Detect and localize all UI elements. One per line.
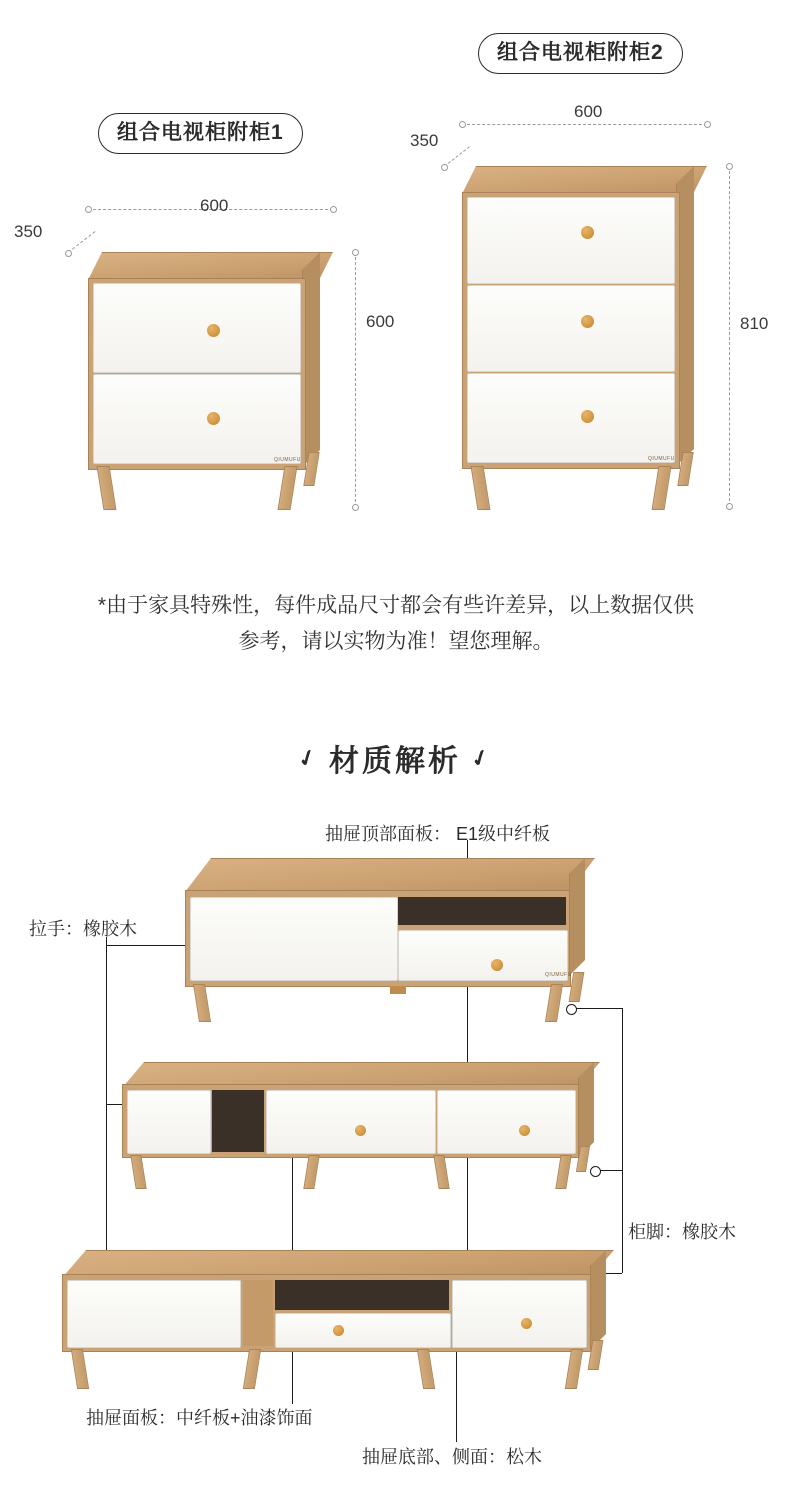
p2-knob-2 — [581, 315, 594, 328]
product-2-title-pill: 组合电视柜附柜2 — [478, 33, 683, 74]
tv3-drawer-center — [275, 1313, 451, 1348]
p1-height-label: 600 — [366, 312, 395, 331]
tv1-side-panel — [569, 858, 587, 978]
p2-depth-label: 350 — [410, 131, 439, 150]
callout-legs-line-v — [622, 1008, 623, 1273]
callout-handle: 拉手：橡胶木 — [29, 919, 137, 939]
tv1-leg-front-left — [193, 984, 211, 1022]
callout-legs-dot-2 — [590, 1166, 601, 1177]
p1-leg-front-right — [278, 466, 298, 510]
callout-drawer-bottom: 抽屉底部、侧面：松木 — [362, 1447, 542, 1467]
p1-leg-front-left — [97, 466, 117, 510]
tv1-leg-front-right — [545, 984, 563, 1022]
p1-width-tick-right — [330, 206, 337, 213]
p2-width-tick-left — [459, 121, 466, 128]
p1-knob-1 — [207, 324, 220, 337]
tv3-leg-mid-right — [417, 1349, 435, 1389]
callout-legs-dot-1 — [566, 1004, 577, 1015]
tv2-drawer-center — [266, 1090, 436, 1154]
callout-handle-line-v — [106, 937, 107, 1297]
tv2-open-shelf — [212, 1090, 264, 1152]
p1-height-tick-top — [352, 249, 359, 256]
p2-height-guide — [729, 166, 730, 506]
p2-drawer-1 — [467, 197, 675, 284]
p1-knob-2 — [207, 412, 220, 425]
p1-width-tick-left — [85, 206, 92, 213]
tv3-knob-center — [333, 1325, 344, 1336]
tv2-leg-front-left — [130, 1155, 146, 1189]
p2-height-tick-top — [726, 163, 733, 170]
p1-height-guide — [355, 252, 356, 507]
tv1-knob-right — [491, 959, 503, 971]
tv3-drawer-right — [452, 1280, 587, 1348]
p1-depth-guide — [68, 231, 95, 253]
tv3-leg-front-right — [565, 1349, 583, 1389]
p1-width-label: 600 — [200, 196, 229, 215]
callout-legs: 柜脚：橡胶木 — [628, 1222, 736, 1242]
ornament-left-icon: ✓ — [293, 742, 323, 773]
tv2-knob-center — [355, 1125, 366, 1136]
tv1-drawer-right — [398, 930, 568, 981]
p2-height-tick-bottom — [726, 503, 733, 510]
p2-knob-1 — [581, 226, 594, 239]
p1-height-tick-bottom — [352, 504, 359, 511]
p1-drawer-1 — [93, 283, 301, 373]
disclaimer-line-2: 参考，请以实物为准！望您理解。 — [238, 629, 554, 653]
p2-drawer-2 — [467, 285, 675, 372]
callout-legs-line-h1 — [570, 1008, 622, 1009]
callout-top-panel: 抽屉顶部面板： E1级中纤板 — [325, 824, 551, 844]
tv2-drawer-right — [437, 1090, 576, 1154]
tv3-divider — [243, 1280, 273, 1346]
tv2-leg-front-right — [555, 1155, 571, 1189]
tv3-knob-right — [521, 1318, 532, 1329]
p1-drawer-2 — [93, 374, 301, 464]
p2-width-tick-right — [704, 121, 711, 128]
tv1-open-shelf — [398, 897, 566, 925]
ornament-right-icon: ✓ — [467, 742, 496, 773]
tv2-knob-right — [519, 1125, 530, 1136]
tv1-top-panel — [185, 858, 597, 894]
p2-width-label: 600 — [574, 102, 603, 121]
disclaimer — [22, 588, 770, 659]
p1-depth-label: 350 — [14, 222, 43, 241]
tv1-brand-mark: QIUMUFU — [545, 972, 572, 978]
tv1-center-support — [390, 986, 406, 994]
tv3-leg-front-left — [71, 1349, 89, 1389]
tv1-drawer-left — [190, 897, 398, 981]
p2-width-guide — [462, 124, 707, 125]
p1-brand-mark: QIUMUFU — [274, 457, 301, 463]
p2-knob-3 — [581, 410, 594, 423]
p2-height-label: 810 — [740, 314, 769, 333]
disclaimer-line-1: *由于家具特殊性，每件成品尺寸都会有些许差异，以上数据仅供 — [97, 594, 695, 617]
material-section-title-text: 材质解析 — [329, 745, 461, 778]
p2-drawer-3 — [467, 373, 675, 463]
product-1-title-pill: 组合电视柜附柜1 — [98, 113, 303, 154]
p2-depth-guide — [444, 146, 470, 166]
tv2-drawer-left — [127, 1090, 211, 1154]
material-section-title — [0, 736, 790, 780]
callout-drawer-face: 抽屉面板：中纤板+油漆饰面 — [86, 1408, 313, 1428]
tv3-side-panel — [590, 1250, 608, 1352]
tv3-open-shelf — [275, 1280, 449, 1310]
p2-leg-front-left — [471, 466, 491, 510]
tv3-leg-mid-left — [243, 1349, 261, 1389]
p2-leg-front-right — [652, 466, 672, 510]
p2-depth-tick — [441, 164, 448, 171]
tv3-drawer-left — [67, 1280, 241, 1348]
tv2-leg-mid-left — [303, 1155, 319, 1189]
p2-brand-mark: QIUMUFU — [648, 456, 675, 462]
tv2-leg-mid-right — [433, 1155, 449, 1189]
p1-depth-tick — [65, 250, 72, 257]
